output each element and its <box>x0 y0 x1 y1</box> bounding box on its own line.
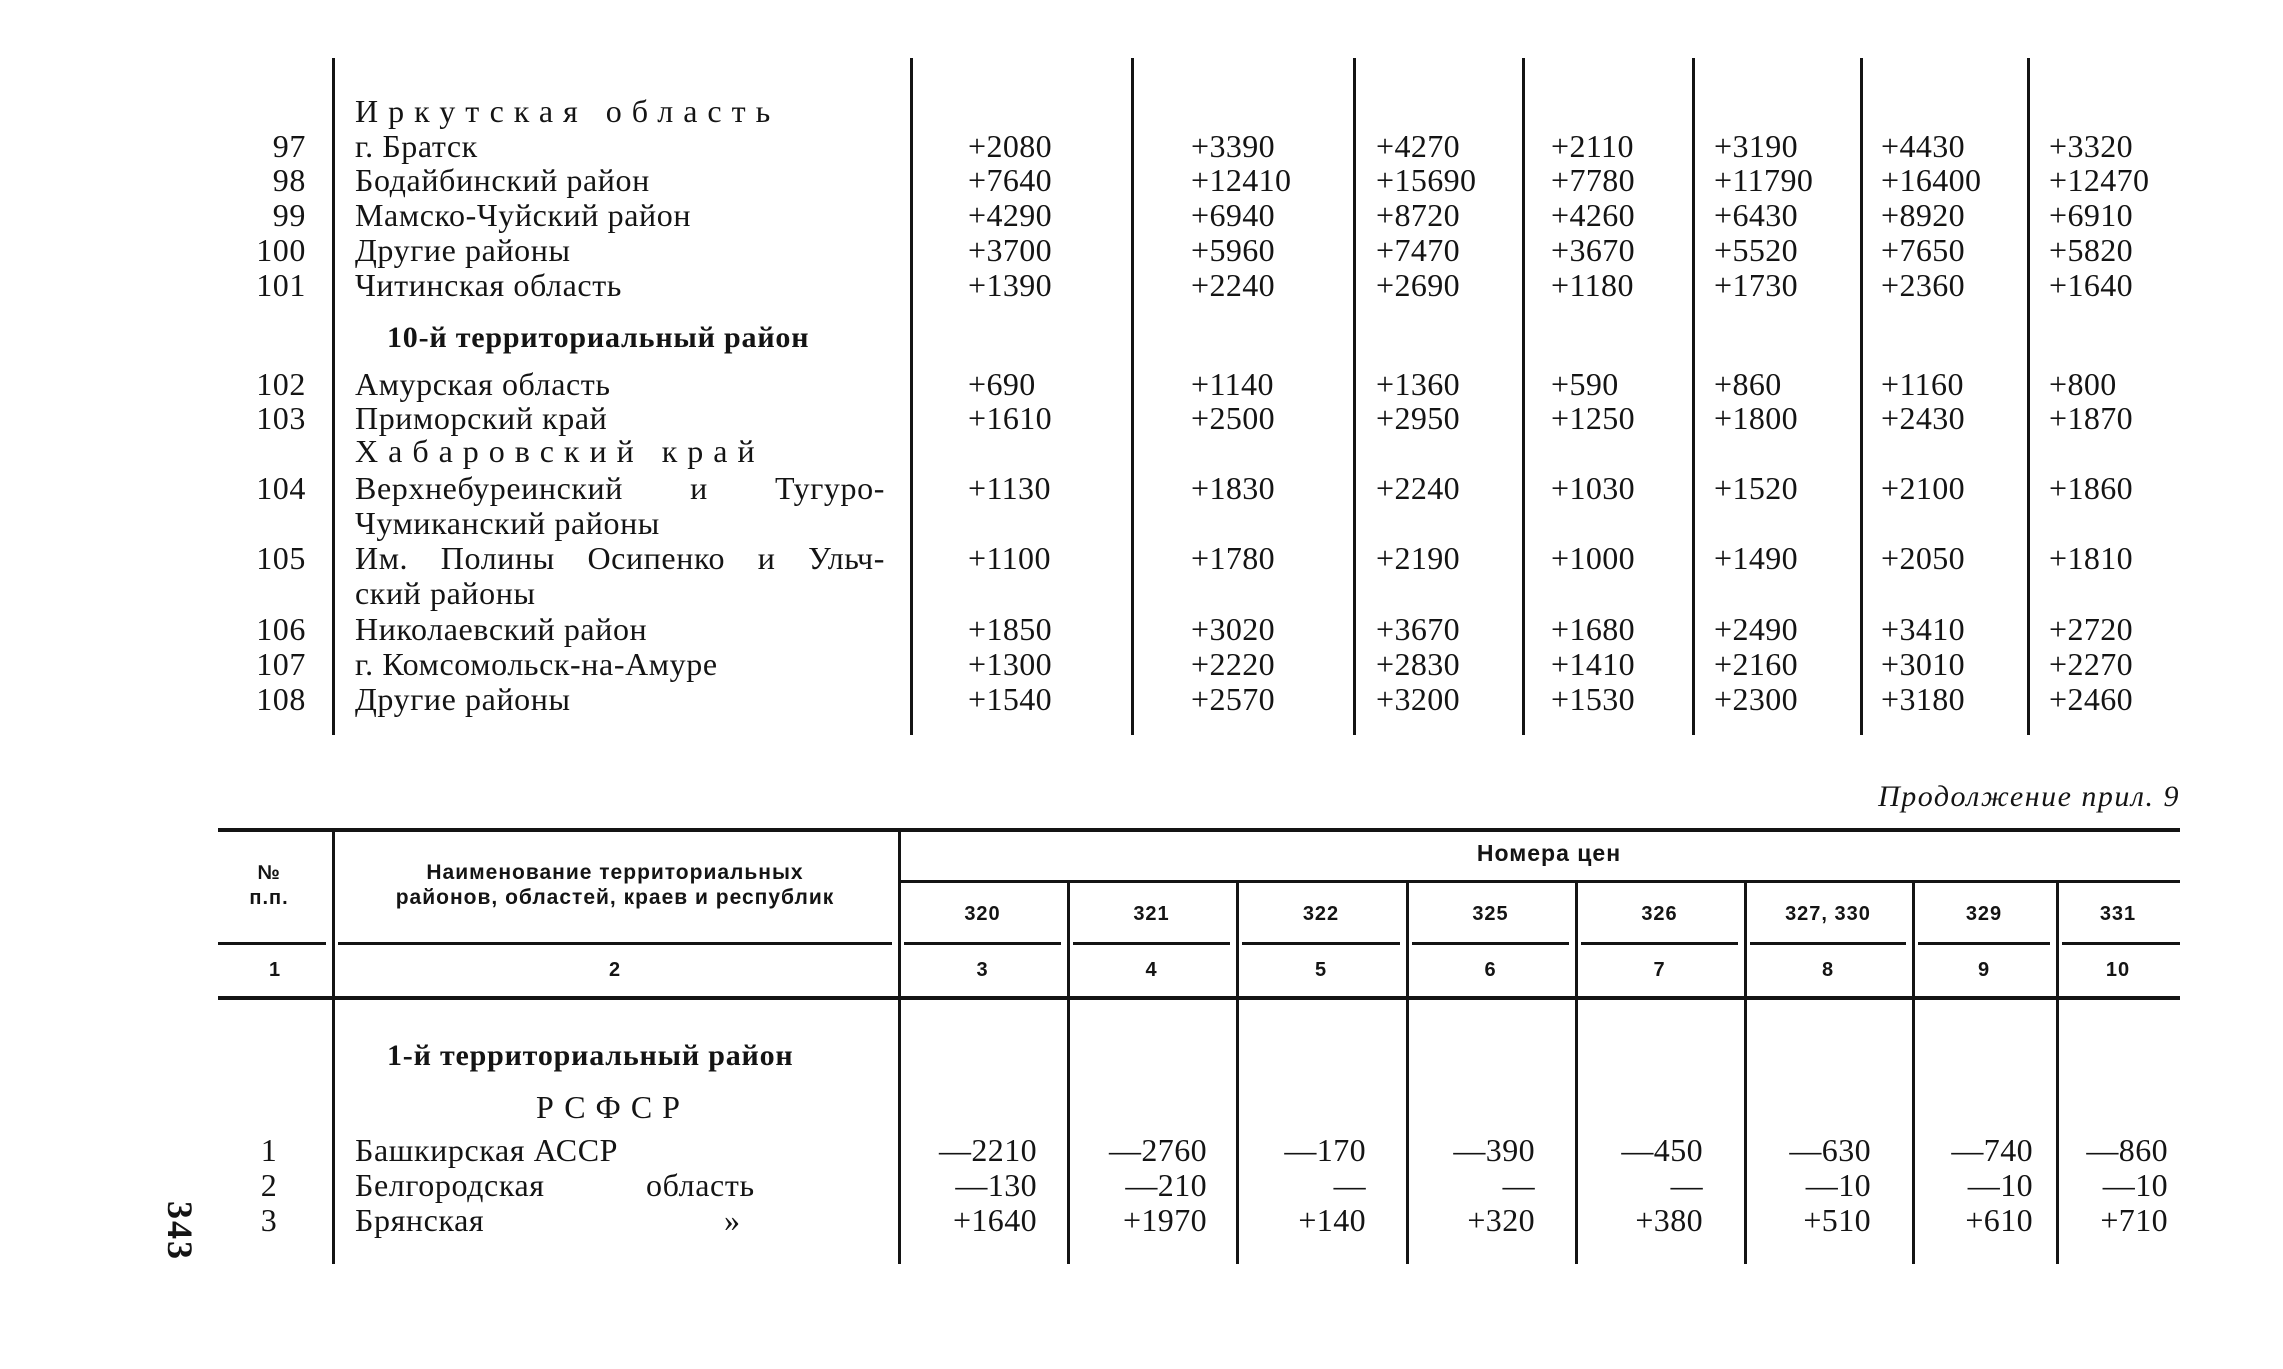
price-value: +1640 <box>2049 267 2134 303</box>
price-value: —10 <box>2102 1167 2168 1203</box>
region-name: Белгородская <box>355 1167 545 1203</box>
column-rule <box>910 58 913 735</box>
header-rule <box>2062 942 2180 945</box>
header-rule <box>1073 942 1230 945</box>
price-value: +4260 <box>1551 197 1636 233</box>
region-name: Николаевский район <box>355 611 648 647</box>
price-value: +4270 <box>1376 128 1461 164</box>
price-value: +7640 <box>968 162 1053 198</box>
column-rule <box>1692 58 1695 735</box>
column-rule <box>332 58 335 735</box>
price-value: +5960 <box>1191 232 1276 268</box>
header-rule <box>218 942 326 945</box>
price-value: +2080 <box>968 128 1053 164</box>
price-value: +7780 <box>1551 162 1636 198</box>
price-value: +5820 <box>2049 232 2134 268</box>
region-name: Амурская область <box>355 366 611 402</box>
price-value: —2760 <box>1109 1132 1207 1168</box>
row-number: 103 <box>256 400 306 436</box>
region-name: Читинская область <box>355 267 622 303</box>
row-number: 99 <box>272 197 306 233</box>
row-number: 107 <box>256 646 306 682</box>
price-value: +3670 <box>1551 232 1636 268</box>
price-value: +2360 <box>1881 267 1966 303</box>
price-value: —10 <box>1805 1167 1871 1203</box>
name-header: Наименование территориальных <box>426 861 804 884</box>
price-value: +7650 <box>1881 232 1966 268</box>
price-value: +2500 <box>1191 400 1276 436</box>
column-rule <box>2027 58 2030 735</box>
price-value: +610 <box>1965 1202 2033 1238</box>
price-value: +1180 <box>1551 267 1634 303</box>
price-value: +2100 <box>1881 470 1966 506</box>
price-value: +2240 <box>1191 267 1276 303</box>
price-value: —170 <box>1284 1132 1366 1168</box>
row-number: 1 <box>260 1132 278 1168</box>
row-number: 105 <box>256 540 306 576</box>
column-number: 4 <box>1145 959 1158 981</box>
price-value: +1530 <box>1551 681 1636 717</box>
header-rule <box>1581 942 1738 945</box>
price-value: +510 <box>1803 1202 1871 1238</box>
price-value: —740 <box>1951 1132 2033 1168</box>
price-value: +2430 <box>1881 400 1966 436</box>
price-value: +1870 <box>2049 400 2134 436</box>
price-value: +1680 <box>1551 611 1636 647</box>
ditto-mark: » <box>724 1202 741 1238</box>
price-value: +860 <box>1714 366 1782 402</box>
num-header: п.п. <box>249 887 289 909</box>
price-value: +11790 <box>1714 162 1814 198</box>
row-number: 101 <box>256 267 306 303</box>
price-value: +2720 <box>2049 611 2134 647</box>
price-value: +2270 <box>2049 646 2134 682</box>
prices-header-rule <box>898 880 2180 883</box>
price-value: — <box>1333 1167 1366 1203</box>
table-caption: Продолжение прил. 9 <box>1878 780 2180 813</box>
price-value: +8920 <box>1881 197 1966 233</box>
column-rule <box>1522 58 1525 735</box>
territorial-region-heading: 10-й территориальный район <box>387 321 810 354</box>
price-value: +6430 <box>1714 197 1799 233</box>
price-value: —860 <box>2086 1132 2168 1168</box>
price-value: +16400 <box>1881 162 1982 198</box>
row-number: 106 <box>256 611 306 647</box>
table-top-rule <box>218 828 2180 832</box>
price-value: +1000 <box>1551 540 1636 576</box>
price-value: +1130 <box>968 470 1051 506</box>
price-value: +1520 <box>1714 470 1799 506</box>
header-rule <box>904 942 1061 945</box>
price-value: — <box>1670 1167 1703 1203</box>
price-value: +320 <box>1467 1202 1535 1238</box>
row-number: 100 <box>256 232 306 268</box>
region-name: Чумиканский районы <box>355 505 660 541</box>
column-rule <box>332 830 335 1264</box>
region-name: г. Братск <box>355 128 478 164</box>
column-number: 3 <box>976 959 989 981</box>
price-value: +2110 <box>1551 128 1634 164</box>
price-value: +1830 <box>1191 470 1276 506</box>
column-number: 9 <box>1977 959 1991 981</box>
price-value: +8720 <box>1376 197 1461 233</box>
header-rule <box>1918 942 2050 945</box>
price-value: +710 <box>2100 1202 2168 1238</box>
price-value: +1140 <box>1191 366 1274 402</box>
price-value: +1250 <box>1551 400 1636 436</box>
price-value: +3010 <box>1881 646 1966 682</box>
page-number: 343 <box>160 1201 200 1261</box>
price-value: +1100 <box>968 540 1051 576</box>
price-column-label: 331 <box>2099 903 2137 925</box>
price-value: +6940 <box>1191 197 1276 233</box>
num-header: № <box>257 862 281 884</box>
price-value: +2460 <box>2049 681 2134 717</box>
price-value: +1610 <box>968 400 1053 436</box>
row-number: 3 <box>260 1202 278 1238</box>
price-value: +5520 <box>1714 232 1799 268</box>
column-number: 10 <box>2105 959 2131 981</box>
row-number: 2 <box>260 1167 278 1203</box>
region-heading: Иркутская область <box>355 93 781 129</box>
column-number: 7 <box>1653 959 1666 981</box>
price-column-label: 321 <box>1133 903 1170 925</box>
price-value: +1390 <box>968 267 1053 303</box>
price-value: +1860 <box>2049 470 2134 506</box>
price-value: +4430 <box>1881 128 1966 164</box>
price-value: +3180 <box>1881 681 1966 717</box>
price-value: +380 <box>1635 1202 1703 1238</box>
price-value: +3020 <box>1191 611 1276 647</box>
region-name: г. Комсомольск-на-Амуре <box>355 646 718 682</box>
territorial-region-heading: 1-й территориальный район <box>387 1039 794 1072</box>
region-name: Приморский край <box>355 400 608 436</box>
price-value: —630 <box>1789 1132 1871 1168</box>
row-number: 97 <box>272 128 306 164</box>
price-value: +800 <box>2049 366 2117 402</box>
price-value: +1160 <box>1881 366 1964 402</box>
price-value: —210 <box>1125 1167 1207 1203</box>
price-value: +2570 <box>1191 681 1276 717</box>
price-value: +1300 <box>968 646 1053 682</box>
column-number: 8 <box>1821 959 1835 981</box>
column-number: 1 <box>268 959 282 981</box>
region-name: Другие районы <box>355 681 571 717</box>
price-value: +1800 <box>1714 400 1799 436</box>
header-rule <box>1242 942 1400 945</box>
price-value: +1540 <box>968 681 1053 717</box>
price-value: +1850 <box>968 611 1053 647</box>
region-name: Им. Полины Осипенко и Ульч- <box>355 540 885 576</box>
region-name: Бодайбинский район <box>355 162 650 198</box>
header-bottom-rule <box>218 996 2180 1000</box>
price-value: +3190 <box>1714 128 1799 164</box>
row-number: 104 <box>256 470 306 506</box>
price-value: —130 <box>955 1167 1037 1203</box>
row-number: 98 <box>272 162 306 198</box>
price-value: +3390 <box>1191 128 1276 164</box>
price-value: +690 <box>968 366 1036 402</box>
column-rule <box>1131 58 1134 735</box>
price-value: +1030 <box>1551 470 1636 506</box>
region-name: Мамско-Чуйский район <box>355 197 692 233</box>
price-value: +15690 <box>1376 162 1477 198</box>
price-value: +2050 <box>1881 540 1966 576</box>
price-value: +1730 <box>1714 267 1799 303</box>
price-value: +7470 <box>1376 232 1461 268</box>
price-value: +3320 <box>2049 128 2134 164</box>
price-value: +12410 <box>1191 162 1292 198</box>
price-value: +3200 <box>1376 681 1461 717</box>
price-value: —390 <box>1453 1132 1535 1168</box>
price-column-label: 322 <box>1302 903 1340 925</box>
price-column-label: 326 <box>1641 903 1678 925</box>
header-rule <box>338 942 892 945</box>
row-number: 102 <box>256 366 306 402</box>
price-column-label: 325 <box>1472 903 1509 925</box>
price-value: +2240 <box>1376 470 1461 506</box>
price-column-label: 320 <box>964 903 1001 925</box>
region-name: Верхнебуреинский и Тугуро- <box>355 470 885 506</box>
price-value: +2490 <box>1714 611 1799 647</box>
region-name: ский районы <box>355 575 536 611</box>
price-column-label: 329 <box>1965 903 2003 925</box>
price-value: +3410 <box>1881 611 1966 647</box>
prices-header: Номера цен <box>1476 840 1622 866</box>
price-value: +3700 <box>968 232 1053 268</box>
region-name: Брянская <box>355 1202 485 1238</box>
price-value: +2160 <box>1714 646 1799 682</box>
name-header: районов, областей, краев и республик <box>395 886 835 909</box>
price-value: +1490 <box>1714 540 1799 576</box>
header-rule <box>1412 942 1569 945</box>
column-number: 6 <box>1484 959 1497 981</box>
price-value: —10 <box>1967 1167 2033 1203</box>
price-value: +140 <box>1298 1202 1366 1238</box>
region-name-suffix: область <box>646 1167 755 1203</box>
price-value: +1360 <box>1376 366 1461 402</box>
price-value: +2190 <box>1376 540 1461 576</box>
price-value: +1810 <box>2049 540 2134 576</box>
price-value: +1780 <box>1191 540 1276 576</box>
column-number: 5 <box>1314 959 1328 981</box>
price-value: —450 <box>1621 1132 1703 1168</box>
price-value: +3670 <box>1376 611 1461 647</box>
price-column-label: 327, 330 <box>1785 903 1871 925</box>
region-heading: Хабаровский край <box>355 433 765 469</box>
header-rule <box>1750 942 1906 945</box>
price-value: +6910 <box>2049 197 2134 233</box>
price-value: +1970 <box>1122 1202 1207 1238</box>
republic-heading: РСФСР <box>536 1089 690 1125</box>
price-value: +12470 <box>2049 162 2150 198</box>
column-number: 2 <box>608 959 622 981</box>
price-value: —2210 <box>939 1132 1037 1168</box>
price-value: +2300 <box>1714 681 1799 717</box>
price-value: +590 <box>1551 366 1619 402</box>
price-value: +2830 <box>1376 646 1461 682</box>
price-value: +4290 <box>968 197 1053 233</box>
region-name: Башкирская АССР <box>355 1132 619 1168</box>
region-name: Другие районы <box>355 232 571 268</box>
price-value: +2950 <box>1376 400 1461 436</box>
row-number: 108 <box>256 681 306 717</box>
column-rule <box>1353 58 1356 735</box>
price-value: — <box>1502 1167 1535 1203</box>
price-value: +2690 <box>1376 267 1461 303</box>
price-value: +2220 <box>1191 646 1276 682</box>
column-rule <box>1860 58 1863 735</box>
price-value: +1640 <box>952 1202 1037 1238</box>
price-value: +1410 <box>1551 646 1636 682</box>
